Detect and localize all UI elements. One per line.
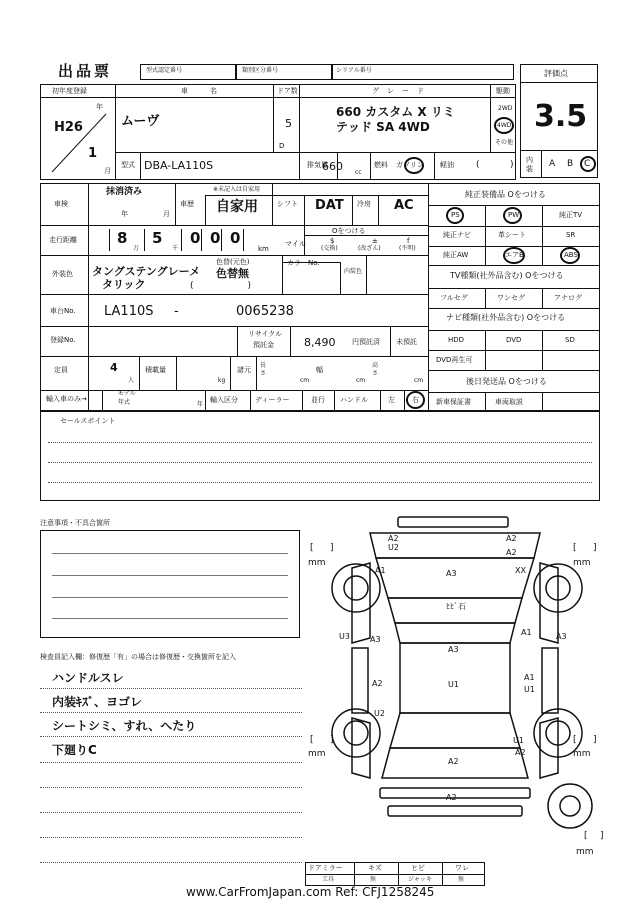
equip-airbag: エアB [505, 251, 524, 259]
dim-width: 幅 [316, 366, 323, 374]
color-value-line1: タングステングレーメ [92, 265, 201, 278]
tv-fullseg: フルセグ [440, 294, 468, 302]
mile-label: マイル [285, 240, 306, 248]
recycle-paid: 円預託済 [352, 338, 380, 346]
history-label: 車歴 [180, 200, 194, 208]
door-label: ドア数 [277, 87, 298, 95]
chassis-prefix: LA110S [104, 304, 154, 319]
door-suffix: D [279, 142, 285, 150]
diagram-label: A3 [556, 632, 567, 641]
tv-title: TV種類(社外品含む) Oをつける [450, 271, 564, 280]
mileage-digit-3: 0 [190, 229, 201, 247]
first-reg-month: 1 [88, 146, 98, 161]
mileage-digit-5: 0 [230, 229, 241, 247]
import-label: 輸入車のみ→ [46, 395, 87, 403]
shift-value: DAT [315, 198, 344, 213]
navi-hdd: HDD [448, 336, 465, 344]
chassis-dash: - [174, 304, 179, 319]
diagram-label: ﾋﾋﾞ石 [446, 602, 466, 611]
equip-sr: SR [566, 231, 576, 239]
diagram-label: A2 [446, 793, 457, 802]
navi-dvd-play: DVD再生可 [436, 356, 473, 364]
legend-mirror: ドアミラー [308, 864, 343, 872]
sales-points-box [40, 411, 600, 501]
drive-other: その他 [495, 139, 514, 146]
dim-height-cm: cm [414, 377, 424, 384]
diagram-label: A3 [446, 569, 457, 578]
equip-leather: 革シート [498, 231, 526, 239]
cc-unit: cc [355, 169, 362, 176]
diagram-label: A3 [448, 645, 459, 654]
recycle-label2: 預託金 [253, 341, 274, 349]
aircon-label: 冷房 [357, 200, 371, 208]
score-label: 評価点 [544, 69, 568, 78]
equip-aw: 純正AW [443, 251, 469, 259]
class-no-label: 類別区分番号 [242, 67, 279, 74]
diagram-label: A1 [521, 628, 532, 637]
capacity-value: 4 [110, 361, 118, 374]
navi-sd: SD [565, 336, 575, 344]
model-year-label: モデル [118, 390, 136, 397]
import-dealer: ディーラー [255, 396, 290, 404]
month-unit: 月 [104, 167, 111, 175]
history-note: ※未記入は自家用 [213, 186, 261, 193]
recycle-label1: リサイクル [248, 330, 283, 338]
svg-text:[: [ [584, 831, 588, 841]
drive-2wd: 2WD [498, 105, 513, 112]
diagram-label: A1 [375, 566, 386, 575]
grade-label: グレード [372, 87, 432, 95]
dimensions-label: 諸元 [237, 366, 251, 374]
dim-width-cm: cm [356, 377, 366, 384]
svg-text:[: [ [310, 735, 314, 745]
dim-length: 長さ [260, 362, 267, 377]
legend-tool-value: 無 [370, 876, 377, 883]
equip-pw: PW [508, 211, 520, 219]
shift-label: シフト [277, 200, 298, 208]
equip-pw-circle [503, 207, 522, 224]
mileage-circle-note: Oをつける [332, 227, 366, 235]
diagram-label: A2 [506, 548, 517, 557]
diagram-label: U2 [388, 543, 399, 552]
drive-label: 駆動 [496, 87, 510, 95]
notes-label: 注意事項・不具合箇所 [40, 519, 110, 527]
car-name-label: 車名 [181, 87, 239, 95]
legend-jack-value: 無 [458, 876, 465, 883]
dim-height: 高さ [372, 362, 379, 377]
opt-unknown-label: (不明) [399, 245, 416, 252]
handle-label: ハンドル [340, 396, 368, 404]
mileage-digit-2: 5 [152, 229, 163, 247]
notes-box [40, 530, 300, 638]
handle-right-circle [406, 391, 425, 409]
load-kg: kg [218, 377, 226, 384]
diagram-label: A2 [515, 748, 526, 757]
tv-analog: アナログ [554, 294, 582, 302]
inspector-line-2: 内装ｷｽﾞ、ヨゴレ [52, 695, 143, 709]
svg-text:]: ] [593, 543, 597, 553]
equip-airbag-circle [503, 247, 525, 264]
registration-label: 登録No. [50, 336, 76, 344]
inspector-line-3: シートシミ、すれ、へたり [52, 719, 197, 733]
sales-points-label: セールスポイント [60, 417, 116, 425]
color-label: 外装色 [52, 270, 73, 278]
diagram-label: U1 [448, 680, 459, 689]
recycle-unpaid: 未預託 [396, 338, 417, 346]
equip-navi: 純正ナビ [443, 231, 471, 239]
model-cert-label: 型式認定番号 [146, 67, 183, 74]
model-year-label2: 年式 [118, 399, 131, 406]
diagram-label: A2 [372, 679, 383, 688]
car-damage-diagram [300, 508, 610, 868]
svg-text:]: ] [330, 543, 334, 553]
chassis-number: 0065238 [236, 304, 294, 319]
opt-exchange-symbol: $ [330, 237, 335, 245]
dim-length-cm: cm [300, 377, 310, 384]
svg-text:[: [ [573, 735, 577, 745]
inspector-line-1: ハンドルスレ [52, 671, 124, 685]
svg-text:]: ] [330, 735, 334, 745]
after-manual: 車両取説 [495, 398, 523, 406]
displacement-value: 660 [322, 160, 343, 173]
year-unit: 年 [96, 103, 103, 111]
interior-color-label: 内装色 [344, 268, 363, 275]
model-value: DBA-LA110S [144, 159, 214, 172]
svg-text:mm: mm [573, 749, 591, 759]
equipment-title: 純正装備品 Oをつける [465, 190, 546, 199]
svg-text:[: [ [310, 543, 314, 553]
inspection-label: 車検 [54, 200, 68, 208]
diagram-label: U2 [374, 709, 385, 718]
interior-selected-circle [580, 156, 596, 172]
repaint-paren: ( ) [190, 281, 252, 291]
diagram-label: U3 [339, 632, 350, 641]
serial-no-label: シリアル番号 [336, 67, 372, 74]
svg-text:]: ] [600, 831, 604, 841]
equip-ps-circle [446, 207, 464, 224]
color-value-line2: タリック [102, 278, 146, 291]
inspector-line-4: 下廻りC [52, 743, 97, 757]
fuel-gas: ガソリン [396, 161, 424, 169]
interior-grade-c: C [584, 159, 591, 169]
interior-grade-b: B [567, 159, 574, 169]
car-name: ムーヴ [121, 114, 160, 129]
fuel-paren-close: ) [510, 160, 514, 170]
mileage-sen: 千 [172, 245, 179, 252]
diagram-label: U1 [513, 736, 524, 745]
diagram-label: A2 [448, 757, 459, 766]
repaint-label: 色替(元色) [216, 258, 250, 266]
inspection-value: 抹消済み [106, 187, 143, 197]
tv-oneseg: ワンセグ [497, 294, 525, 302]
equip-abs: ABS [564, 251, 578, 259]
grade-line2: テッド SA 4WD [336, 120, 430, 134]
import-parallel: 並行 [311, 396, 325, 404]
opt-exchange-label: (交換) [321, 245, 338, 252]
diagram-label: A3 [370, 635, 381, 644]
displacement-label: 排気量 [307, 161, 328, 169]
svg-text:mm: mm [308, 749, 326, 759]
diagram-label: A1 [524, 673, 535, 682]
footer-watermark: www.CarFromJapan.com Ref: CFJ1258245 [186, 885, 435, 899]
diagram-label: A2 [388, 534, 399, 543]
load-label: 積載量 [145, 366, 166, 374]
legend-crack: ヒビ [411, 864, 425, 872]
score-value: 3.5 [534, 99, 588, 134]
aftermarket-title: 後日発送品 Oをつける [466, 377, 547, 386]
mileage-label: 走行距離 [49, 236, 77, 244]
svg-text:mm: mm [573, 558, 591, 568]
mileage-digit-1: 8 [117, 229, 128, 247]
model-label: 型式 [121, 161, 135, 169]
mileage-man: 万 [133, 245, 140, 252]
svg-text:mm: mm [308, 558, 326, 568]
chassis-label: 車台No. [50, 307, 76, 315]
capacity-label: 定員 [54, 366, 68, 374]
handle-left: 左 [388, 396, 395, 404]
aircon-value: AC [394, 198, 414, 213]
opt-modified-symbol: ± [372, 237, 378, 245]
color-no-label: カラーNo. [287, 259, 320, 267]
fuel-light: 軽油 [440, 161, 454, 169]
after-warranty: 新車保証書 [436, 398, 471, 406]
legend-break: ワレ [455, 864, 469, 872]
opt-unknown-symbol: f [407, 237, 410, 245]
opt-modified-label: (改ざん) [358, 245, 381, 252]
history-value: 自家用 [216, 199, 258, 215]
handle-right: 右 [412, 396, 419, 404]
diagram-label: A2 [506, 534, 517, 543]
recycle-amount: 8,490 [304, 336, 336, 349]
svg-text:]: ] [593, 735, 597, 745]
navi-title: ナビ種類(社外品含む) Oをつける [446, 313, 566, 322]
inspection-year-unit: 年 [121, 210, 128, 218]
capacity-unit: 人 [128, 377, 135, 384]
legend-jack: ジャッキ [408, 876, 432, 883]
svg-text:mm: mm [576, 847, 594, 857]
diagram-label: XX [515, 566, 526, 575]
repaint-value: 色替無 [216, 267, 249, 280]
legend-scratch: キズ [368, 864, 382, 872]
equip-ps: PS [451, 211, 460, 219]
first-reg-year: H26 [54, 120, 83, 135]
interior-grade-a: A [549, 159, 556, 169]
form-title: 出品票 [58, 62, 113, 80]
fuel-paren-open: ( [476, 160, 480, 170]
fuel-gas-circle [404, 157, 424, 174]
interior-label: 内装 [526, 156, 533, 173]
drive-4wd-circle [494, 117, 514, 134]
svg-text:[: [ [573, 543, 577, 553]
equip-tv: 純正TV [559, 211, 583, 219]
navi-dvd: DVD [506, 336, 522, 344]
date-slash [44, 110, 110, 176]
diagram-label: U1 [524, 685, 535, 694]
drive-4wd: 4WD [497, 122, 512, 129]
equip-abs-circle [560, 247, 580, 264]
grade-line1: 660 カスタム X リミ [336, 105, 455, 119]
import-class-label: 輸入区分 [210, 396, 238, 404]
first-reg-label: 初年度登録 [52, 87, 87, 95]
mileage-digit-4: 0 [210, 229, 221, 247]
fuel-label: 燃料 [374, 161, 388, 169]
mileage-km: km [258, 245, 269, 253]
model-year-unit: 年 [197, 401, 204, 408]
legend-tool: 工具 [322, 876, 335, 883]
door-count: 5 [285, 117, 292, 130]
inspection-month-unit: 月 [163, 210, 170, 218]
inspector-label: 検査員記入欄：修復歴「有」の場合は修復歴・交換箇所を記入 [40, 653, 236, 661]
